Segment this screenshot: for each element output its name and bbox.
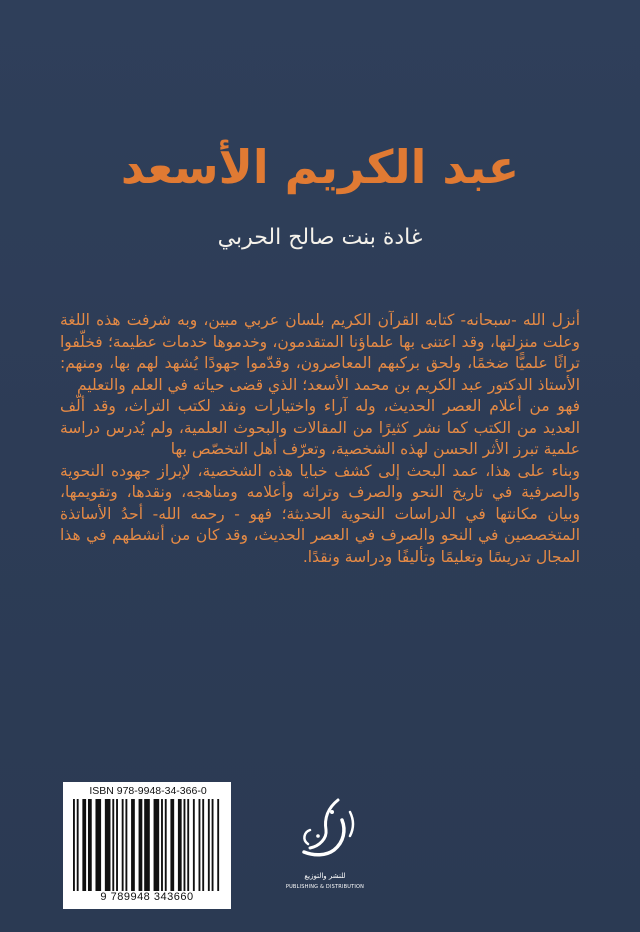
barcode-bar xyxy=(131,799,135,891)
publisher-logo-mark-icon xyxy=(280,790,370,870)
barcode-bar xyxy=(202,799,204,891)
barcode-bar xyxy=(187,799,189,891)
barcode-bar xyxy=(193,799,195,891)
isbn-barcode-box xyxy=(63,782,231,909)
barcode-bar xyxy=(105,799,111,891)
barcode-digits: 9 789948 343660 xyxy=(100,891,194,903)
blurb-paragraph-1: أنزل الله -سبحانه- كتابه القرآن الكريم بلسان عربي مبين، وبه شرفت هذه اللغة وعلت منزلتها، وقد اعتنى بها علماؤنا المتقدمون، وخدموها خدمات عظيمة؛ فخلّفوا تراثًا علميًّا ضخمًا، ولحق بركبهم المعاصرون، وقدّموا جهودًا يُشهد لهم بها، ومنهم: الأستاذ الدكتور عبد الكريم بن محمد الأسعد؛ الذي قضى حياته في العلم والتعليم xyxy=(60,311,580,394)
barcode-bar xyxy=(154,799,160,891)
barcode-bar xyxy=(170,799,174,891)
barcode-bar xyxy=(161,799,163,891)
publisher-english-name: PUBLISHING & DISTRIBUTION xyxy=(285,884,365,890)
barcode-bar xyxy=(208,799,210,891)
barcode-bar xyxy=(77,799,79,891)
barcode-graphic xyxy=(71,799,223,891)
book-author: غادة بنت صالح الحربي xyxy=(217,225,423,250)
barcode-bar xyxy=(125,799,127,891)
barcode-bar xyxy=(88,799,92,891)
barcode-bar xyxy=(212,799,214,891)
blurb-paragraph-2: فهو من أعلام العصر الحديث، وله آراء واختيارات ونقد لكتب التراث، وقد ألّف العديد من الكتب كما نشر كثيرًا من المقالات والبحوث العلمية، ولم يُدرس دراسة علمية تبرز الأثر الحسن لهذه الشخصية، وتعرّف أهل التخصّص بها xyxy=(60,397,580,458)
barcode-bar xyxy=(95,799,101,891)
barcode-bar xyxy=(184,799,186,891)
back-cover-blurb xyxy=(60,310,580,568)
isbn-label: ISBN 978-9948-34-366-0 xyxy=(89,785,207,797)
barcode-bar xyxy=(144,799,150,891)
book-title: عبد الكريم الأسعد xyxy=(120,140,520,194)
barcode-bar xyxy=(112,799,114,891)
blurb-paragraph-3: وبناء على هذا، عمد البحث إلى كشف خبايا هذه الشخصية، لإبراز جهوده النحوية والصرفية في تاريخ النحو والصرف وتراثه وأعلامه ومناهجه، ونقدها، وتقويمها، وبيان مكانتها في الدراسات النحوية الحديثة؛ فهو - رحمه الله- أحدُ الأساتذة المتخصصين في النحو والصرف في العصر الحديث، وقد كان من أنشطهم في هذا المجال تدريسًا وتعليمًا وتأليفًا ودراسة ونقدًا. xyxy=(60,461,580,566)
barcode-bar xyxy=(73,799,75,891)
barcode-bar xyxy=(165,799,167,891)
publisher-arabic-name: للنشر والتوزيع xyxy=(304,872,346,880)
barcode-bar xyxy=(217,799,219,891)
publisher-logo xyxy=(280,790,370,910)
barcode-bar xyxy=(199,799,201,891)
barcode-bar xyxy=(178,799,182,891)
barcode-bar xyxy=(139,799,143,891)
barcode-bar xyxy=(82,799,86,891)
barcode-bar xyxy=(122,799,124,891)
barcode-bar xyxy=(116,799,118,891)
